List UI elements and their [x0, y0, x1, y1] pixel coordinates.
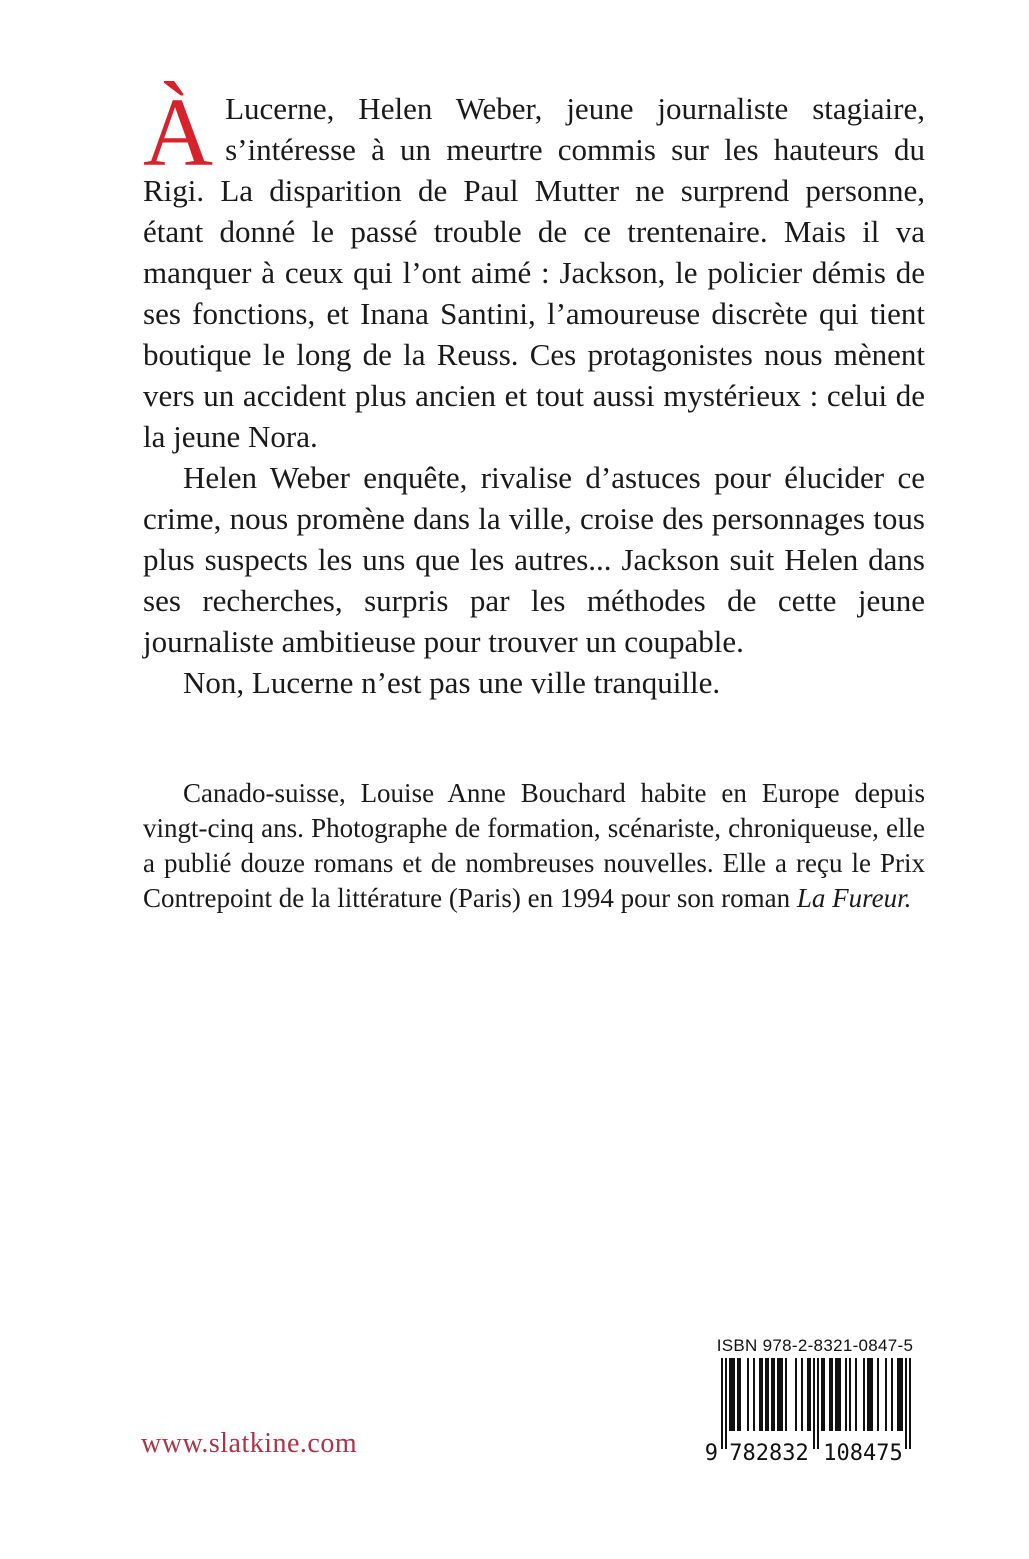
- synopsis-paragraph-1-text: Lucerne, Helen Weber, jeune journaliste stagiaire, s’intéresse à un meurtre commis sur les hauteurs du Rigi. La disparition de Paul Mutter ne surprend personne, étant donné le passé trouble de ce trentenaire. Mais il va manquer à ceux qui l’ont aimé : Jackson, le policier démis de ses fonctions, et Inana Santini, l’amoureuse discrète qui tient boutique le long de la Reuss. Ces protagonistes nous mènent vers un accident plus ancien et tout aussi mystérieux : celui de la jeune Nora.: [143, 91, 925, 454]
- synopsis-paragraph-1: [143, 79, 925, 457]
- ean13-barcode: [703, 1358, 917, 1464]
- dropcap-letter: À: [143, 79, 214, 186]
- svg-text:782832: 782832: [729, 1441, 809, 1464]
- svg-text:108475: 108475: [823, 1441, 903, 1464]
- synopsis-paragraph-3: Non, Lucerne n’est pas une ville tranquille.: [183, 665, 721, 700]
- author-bio-paragraph: [143, 776, 925, 916]
- author-bio-text: Canado-suisse, Louise Anne Bouchard habite en Europe depuis vingt-cinq ans. Photographe de formation, scénariste, chroniqueuse, elle a publié douze romans et de nombreuses nouvelles. Elle a reçu le Prix Contrepoint de la littérature (Paris) en 1994 pour son roman: [143, 778, 925, 913]
- synopsis-block: [143, 79, 925, 703]
- publisher-website-url: www.slatkine.com: [141, 1428, 358, 1459]
- isbn-barcode-block: [703, 1336, 917, 1464]
- synopsis-paragraph-2: Helen Weber enquête, rivalise d’astuces pour élucider ce crime, nous promène dans la ville, croise des personnages tous plus suspects les uns que les autres... Jackson suit Helen dans ses recherches, surpris par les méthodes de cette jeune journaliste ambitieuse pour trouver un coupable.: [143, 460, 925, 659]
- author-bio-block: [143, 776, 925, 916]
- book-title-la-fureur: La Fureur.: [796, 883, 912, 913]
- isbn-label: ISBN 978-2-8321-0847-5: [716, 1336, 914, 1355]
- svg-text:9: 9: [704, 1441, 718, 1464]
